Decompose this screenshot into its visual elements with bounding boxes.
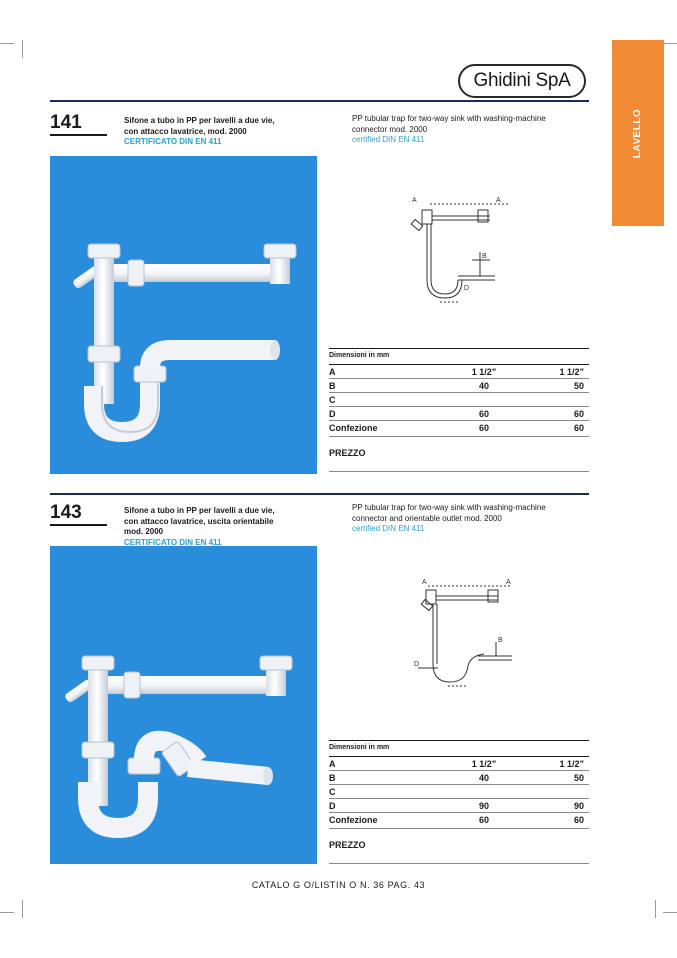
code-underline [50,134,107,136]
technical-diagram [408,572,524,696]
crop-mark [22,40,23,58]
category-tab-label: LAVELLO [632,108,644,158]
spec-value-2: 90 [573,801,584,811]
product-photo [50,156,317,474]
crop-mark [663,912,677,913]
spec-value-2: 1 1/2” [559,367,584,377]
spec-row [329,392,589,406]
diagram-label-a: A [422,579,427,586]
crop-mark [0,912,14,913]
spec-row [329,784,589,798]
en-certification: certified DIN EN 411 [352,135,425,144]
spec-label: A [329,367,336,377]
diagram-label-a: A [506,579,511,586]
spec-row [329,378,589,392]
crop-mark [655,900,656,918]
page-footer: CATALO G O/LISTIN O N. 36 PAG. 43 [251,880,426,890]
spec-value-1: 1 1/2” [471,367,497,377]
diagram-label-a: A [412,197,417,204]
it-line: Sifone a tubo in PP per lavelli a due vie, [124,116,275,125]
spec-row [329,406,589,420]
crop-mark [22,900,23,918]
it-certification: CERTIFICATO DIN EN 411 [124,537,222,547]
spec-title: Dimensioni in mm [329,744,390,751]
brand-name: Ghidini SpA [473,70,571,91]
spec-value-2: 50 [573,773,584,783]
spec-row [329,770,589,784]
spec-value-1: 1 1/2” [471,759,497,769]
spec-row [329,798,589,812]
spec-label: A [329,759,336,769]
header-rule [50,100,589,102]
spec-top-rule [329,740,589,741]
spec-label: D [329,801,336,811]
it-line: mod. 2000 [124,527,164,536]
technical-diagram [400,190,518,318]
spec-value-2: 60 [573,815,584,825]
en-line: connector mod. 2000 [352,124,428,134]
price-rule [329,863,589,864]
spec-label: D [329,409,336,419]
it-line: con attacco lavatrice, uscita orientabile [124,516,274,526]
spec-value-1: 40 [478,773,489,783]
price-label: PREZZO [329,448,366,458]
english-description [352,114,592,146]
brand-logo [458,64,586,98]
diagram-label-d: D [464,285,470,292]
product-photo [50,546,317,864]
spec-bottom-rule [329,828,589,829]
spec-label: C [329,787,336,797]
it-certification: CERTIFICATO DIN EN 411 [124,137,222,146]
spec-label: Confezione [329,423,378,433]
product-code: 143 [50,502,82,523]
sink-trap-illustration [50,156,317,474]
spec-value-1: 90 [478,801,489,811]
spec-label: Confezione [329,815,378,825]
price-label: PREZZO [329,840,366,850]
crop-mark [663,43,677,44]
spec-top-rule [329,348,589,349]
it-line: con attacco lavatrice, mod. 2000 [124,126,247,136]
spec-label: C [329,395,336,405]
diagram-label-b: B [482,253,487,260]
spec-row [329,812,589,826]
en-line: connector and orientable outlet mod. 2000 [352,513,502,523]
spec-row [329,756,589,770]
spec-title: Dimensioni in mm [329,352,390,359]
en-certification: certified DIN EN 411 [352,524,425,533]
en-line: PP tubular trap for two-way sink with washing-machine [352,114,546,123]
english-description [352,503,592,535]
spec-value-2: 60 [573,423,584,433]
sink-trap-illustration [50,546,317,864]
product-code: 141 [50,112,82,133]
spec-row [329,364,589,378]
spec-value-1: 60 [478,423,489,433]
spec-value-2: 1 1/2” [559,759,584,769]
diagram-label-b: B [498,637,503,644]
spec-value-1: 60 [478,409,489,419]
crop-mark [0,43,14,44]
spec-value-1: 60 [478,815,489,825]
diagram-label-a: A [496,197,501,204]
spec-value-1: 40 [478,381,489,391]
diagram-label-d: D [414,661,420,668]
category-tab-label-wrap [612,40,664,226]
italian-description [124,116,324,148]
italian-description [124,506,324,548]
spec-label: B [329,381,336,391]
en-line: PP tubular trap for two-way sink with washing-machine [352,503,546,512]
code-underline [50,524,107,526]
spec-row [329,420,589,434]
spec-value-2: 60 [573,409,584,419]
section-divider [50,493,589,495]
spec-bottom-rule [329,436,589,437]
spec-label: B [329,773,336,783]
spec-value-2: 50 [573,381,584,391]
it-line: Sifone a tubo in PP per lavelli a due vie, [124,506,275,515]
price-rule [329,471,589,472]
